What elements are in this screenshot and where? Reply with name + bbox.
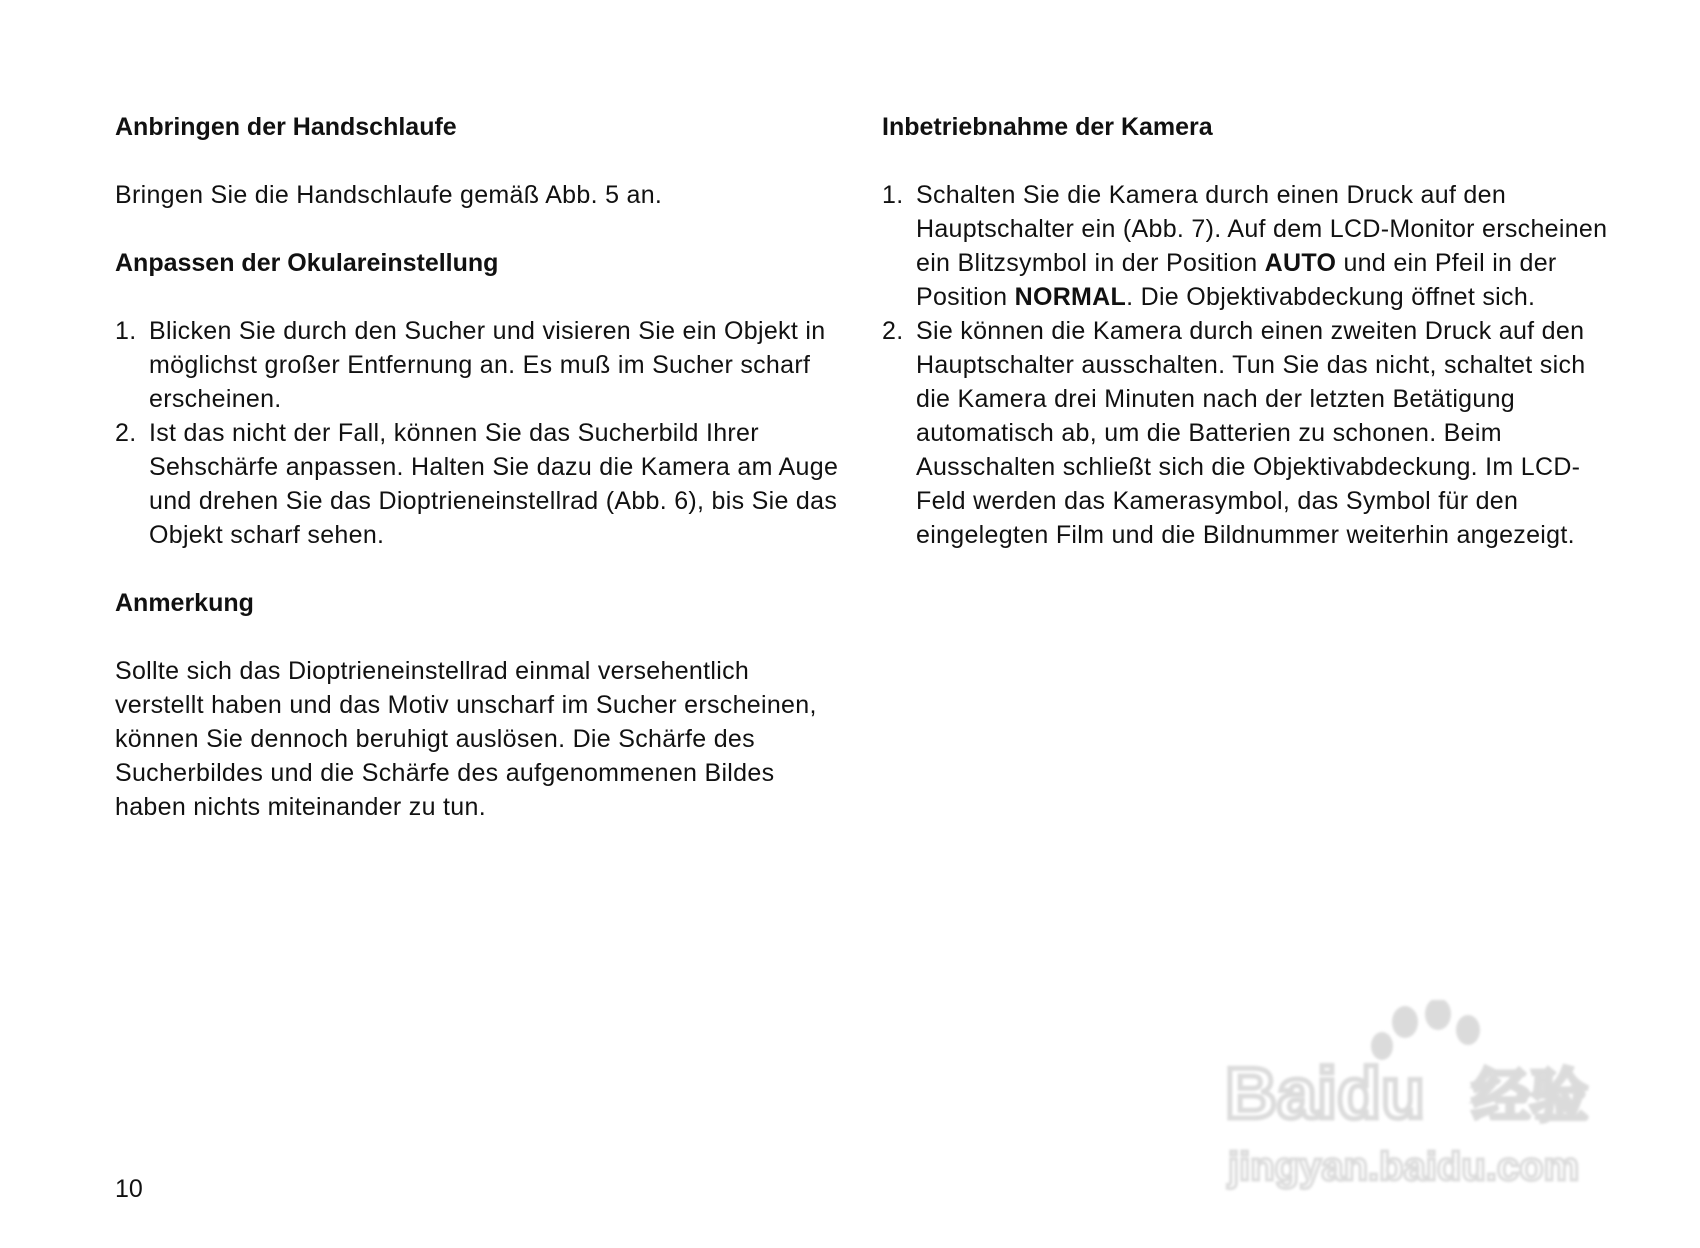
step-text: Sie können die Kamera durch einen zweiten Druck auf den Hauptschalter ausschalten. Tun Sie das nicht, schaltet sich die Kamera drei Minuten nach der letzten Betätigung automatisch ab, um die Batterien zu schonen. Beim Ausschalten schließt sich die Objektivabdeckung. Im LCD-Feld werden das Kamerasymbol, das Symbol für den eingelegten Film und die Bildnummer weiterhin angezeigt. xyxy=(916,317,1586,549)
okular-steps-list xyxy=(115,314,845,552)
step-number: 1. xyxy=(882,181,904,209)
right-column xyxy=(882,110,1622,586)
step-number: 1. xyxy=(115,317,137,345)
step-text: Ist das nicht der Fall, können Sie das Sucherbild Ihrer Sehschärfe anpassen. Halten Sie dazu die Kamera am Auge und drehen Sie das Dioptrieneinstellrad (Abb. 6), bis Sie das Objekt scharf sehen. xyxy=(149,419,839,549)
paragraph-handschlaufe: Bringen Sie die Handschlaufe gemäß Abb. 5 an. xyxy=(115,181,663,209)
auto-label: AUTO xyxy=(1264,249,1337,277)
step-text-part: Schalten Sie die Kamera durch einen Druck auf den Hauptschalter ein (Abb. 7). Auf dem LCD-Monitor erscheinen ein Blitzsymbol in der Position xyxy=(916,181,1608,277)
normal-label: NORMAL xyxy=(1014,283,1127,311)
inbetriebnahme-steps-list xyxy=(882,178,1622,552)
step-number: 2. xyxy=(882,317,904,345)
step-text: Blicken Sie durch den Sucher und visieren Sie ein Objekt in möglichst großer Entfernung an. Es muß im Sucher scharf erscheinen. xyxy=(149,317,826,413)
page-number: 10 xyxy=(115,1175,143,1203)
watermark-brand: Baidu xyxy=(1225,1054,1426,1134)
paragraph-anmerkung: Sollte sich das Dioptrieneinstellrad einmal versehentlich verstellt haben und das Motiv unscharf im Sucher erscheinen, können Sie dennoch beruhigt auslösen. Die Schärfe des Sucherbildes und die Schärfe des aufgenommenen Bildes haben nichts miteinander zu tun. xyxy=(115,657,817,821)
heading-inbetriebnahme: Inbetriebnahme der Kamera xyxy=(882,113,1213,141)
baidu-watermark xyxy=(1210,1000,1630,1200)
step-text-part: und ein Pfeil in der Position xyxy=(916,249,1557,311)
step-number: 2. xyxy=(115,419,137,447)
watermark-suffix: 经验 xyxy=(1472,1062,1589,1130)
watermark-url: jingyan.baidu.com xyxy=(1228,1145,1580,1189)
left-column xyxy=(115,110,845,858)
list-item xyxy=(882,178,1622,314)
baidu-paw-logo-icon xyxy=(1371,1000,1480,1060)
heading-handschlaufe: Anbringen der Handschlaufe xyxy=(115,113,457,141)
list-item xyxy=(115,314,845,416)
heading-anmerkung: Anmerkung xyxy=(115,589,254,617)
list-item xyxy=(115,416,845,552)
step-text-part: . Die Objektivabdeckung öffnet sich. xyxy=(1126,283,1536,311)
heading-okulareinstellung: Anpassen der Okulareinstellung xyxy=(115,249,499,277)
list-item xyxy=(882,314,1622,552)
